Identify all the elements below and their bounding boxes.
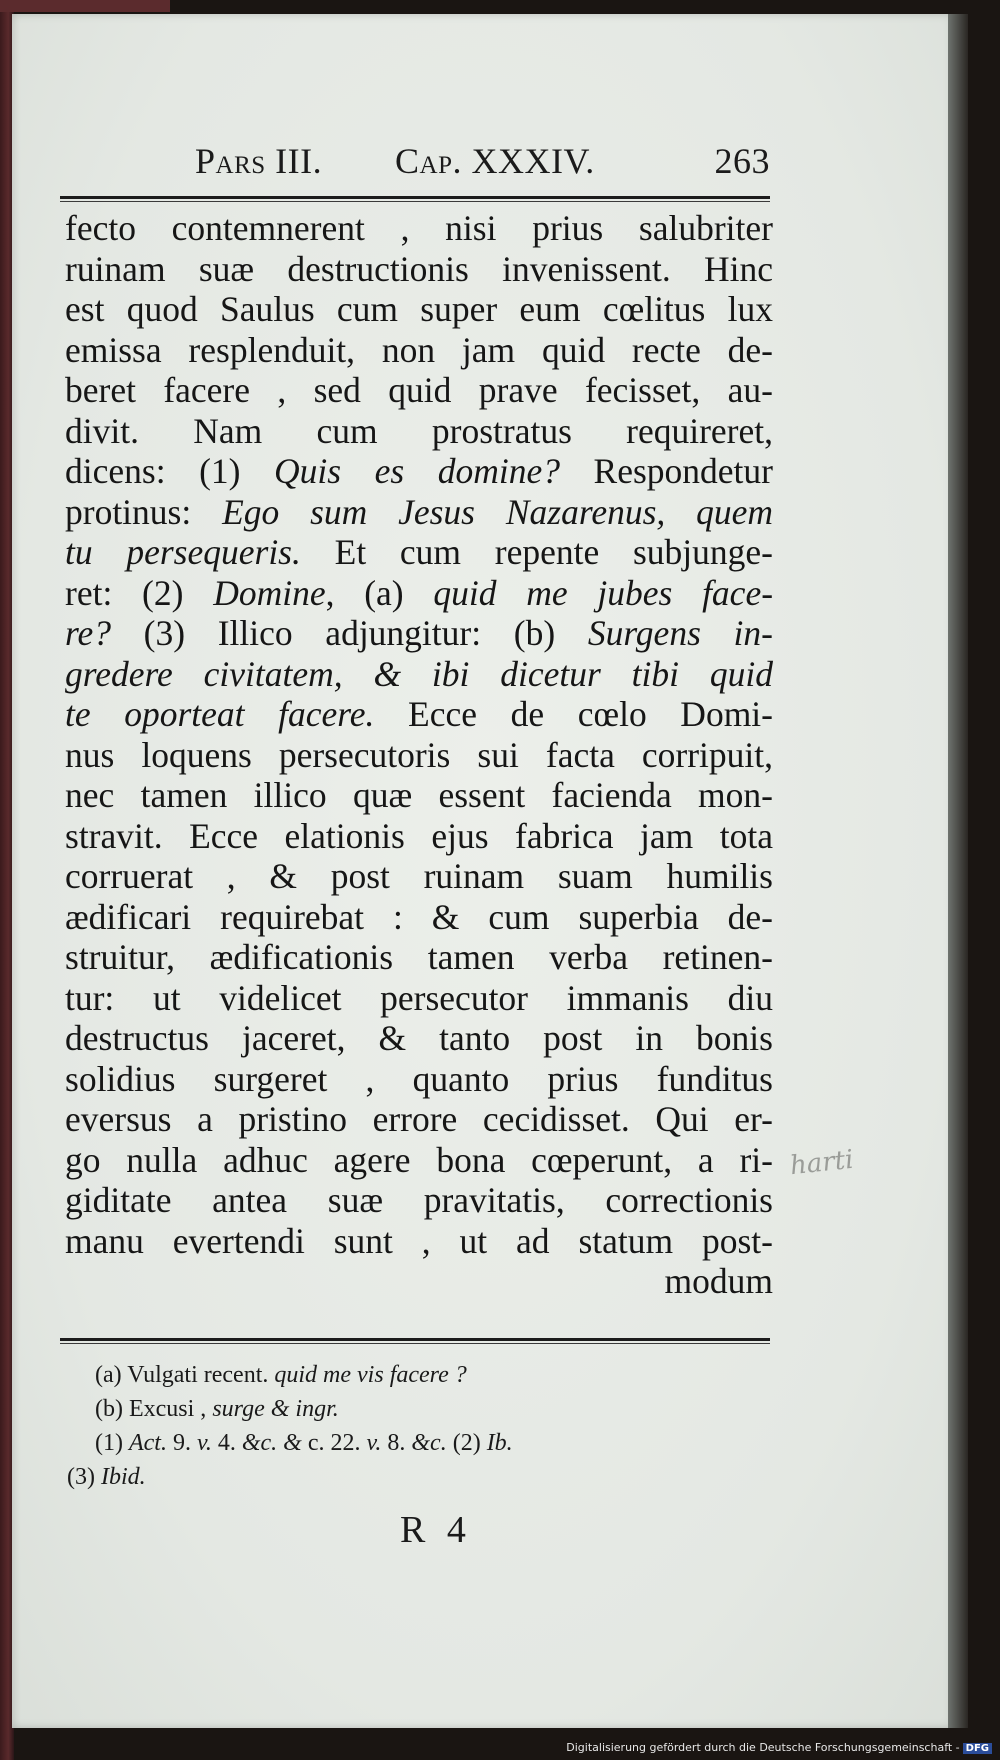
text-line-segment: tu persequeris.	[65, 532, 301, 572]
text-line-segment: dicens: (1)	[65, 451, 275, 491]
text-line	[65, 1180, 773, 1221]
text-line-segment: te oporteat facere.	[65, 694, 375, 734]
text-line	[65, 411, 773, 452]
footnote-line-segment: quid me vis facere ?	[274, 1362, 467, 1388]
running-head-part: Pars III.	[195, 141, 323, 181]
text-line	[65, 856, 773, 897]
footnote-line-segment: &c.	[411, 1430, 447, 1456]
text-line	[65, 1221, 773, 1262]
text-line-segment: stravit. Ecce elationis ejus fabrica jam tota	[65, 815, 773, 856]
signature-mark: R 4	[400, 1509, 472, 1551]
footnote-line-segment: &c. &	[241, 1430, 302, 1456]
running-head-chapter: Cap. XXXIV.	[395, 141, 595, 181]
text-line-segment: Quis es domine?	[274, 451, 560, 491]
text-line	[65, 330, 773, 371]
text-line-segment: manu evertendi sunt , ut ad statum post-	[65, 1220, 773, 1261]
text-line-segment: destructus jaceret, & tanto post in bonis	[65, 1018, 773, 1058]
text-line-segment: Ego sum Jesus Nazarenus, quem	[222, 491, 773, 532]
text-line-segment: est quod Saulus cum super eum cœlitus lux	[65, 289, 773, 329]
footnote-rule-thin	[60, 1343, 770, 1344]
footnote-line-segment: c. 22.	[301, 1430, 367, 1456]
text-line	[65, 532, 773, 573]
text-line	[65, 775, 773, 816]
text-line	[65, 573, 773, 614]
running-head	[195, 140, 770, 190]
text-line-segment: corruerat , & post ruinam suam humilis	[65, 856, 773, 896]
text-line-segment: Et cum repente subjunge-	[300, 532, 773, 572]
handwritten-margin-note: harti	[788, 1144, 855, 1182]
footnote-line-segment: v.	[196, 1430, 212, 1456]
text-line-segment: solidius surgeret , quanto prius funditus	[65, 1058, 773, 1099]
footnote-line-segment: 8.	[381, 1430, 412, 1456]
text-line-segment: divit. Nam cum prostratus requireret,	[65, 410, 773, 451]
footnote-line-segment: (b) Excusi ,	[95, 1396, 213, 1422]
text-line-segment: go nulla adhuc agere bona cœperunt, a ri-	[65, 1139, 773, 1180]
header-rule-thin	[60, 201, 770, 202]
text-line-segment: emissa resplenduit, non jam quid recte de-	[65, 329, 773, 370]
text-line	[65, 978, 773, 1019]
footnote-line	[67, 1460, 775, 1494]
footnote-line-segment: surge & ingr.	[212, 1396, 339, 1422]
text-line-segment: nus loquens persecutoris sui facta corripuit,	[65, 734, 773, 775]
dfg-logo-icon: DFG	[963, 1743, 992, 1754]
page-number: 263	[714, 141, 770, 181]
text-line-segment: nec tamen illico quæ essent facienda mon-	[65, 775, 773, 815]
text-line	[65, 1140, 773, 1181]
text-line	[65, 1018, 773, 1059]
text-line	[65, 654, 773, 695]
text-line	[65, 735, 773, 776]
text-line	[65, 613, 773, 654]
footnote-line-segment: (1)	[95, 1430, 129, 1456]
footnote-rule	[60, 1338, 770, 1341]
text-line	[65, 1059, 773, 1100]
footnotes-block	[67, 1358, 775, 1494]
footnote-line	[95, 1392, 775, 1426]
text-line	[65, 816, 773, 857]
text-line	[65, 451, 773, 492]
footnote-line-segment: (3)	[67, 1464, 101, 1490]
header-rule	[60, 196, 770, 199]
footnote-line-segment: Ib.	[486, 1430, 513, 1456]
footnote-line	[95, 1426, 775, 1460]
footnote-line-segment: v.	[366, 1430, 382, 1456]
catchword: modum	[664, 1261, 773, 1301]
text-line	[65, 289, 773, 330]
text-line-segment: (3) Illico adjungitur: (b)	[111, 613, 588, 653]
text-line-segment: giditate antea suæ pravitatis, correctionis	[65, 1180, 773, 1220]
text-line	[65, 492, 773, 533]
text-line-segment: tur: ut videlicet persecutor immanis diu	[65, 977, 773, 1018]
digitization-credit	[566, 1741, 992, 1754]
text-line-segment: Respondetur	[560, 451, 773, 491]
text-line	[65, 208, 773, 249]
text-line	[65, 694, 773, 735]
text-line-segment: Surgens in-	[587, 613, 773, 653]
text-line-segment: fecto contemnerent , nisi prius salubriter	[65, 208, 773, 248]
text-line-segment: Domine	[213, 572, 326, 613]
text-line-segment: quid me jubes face-	[433, 572, 774, 613]
text-line-segment: ret: (2)	[65, 572, 214, 613]
footnote-line-segment: 4.	[211, 1430, 242, 1456]
text-line	[65, 249, 773, 290]
text-line-segment: , (a)	[325, 572, 434, 613]
text-line	[65, 937, 773, 978]
footnote-line	[95, 1358, 775, 1392]
footnote-line-segment: 9.	[166, 1430, 197, 1456]
text-line-segment: beret facere , sed quid prave fecisset, au-	[65, 370, 773, 410]
main-text-block	[65, 208, 773, 1302]
text-line	[65, 897, 773, 938]
text-line-segment: gredere civitatem, & ibi dicetur tibi quid	[65, 653, 773, 694]
text-line-segment: Ecce de cœlo Domi-	[374, 694, 773, 734]
text-line	[65, 1099, 773, 1140]
footnote-line-segment: Act.	[128, 1430, 167, 1456]
text-line-segment: re?	[65, 613, 112, 653]
page-fore-edge	[948, 14, 968, 1728]
text-line-segment: ædificari requirebat : & cum superbia de-	[65, 896, 773, 937]
text-line-segment: struitur, ædificationis tamen verba retinen-	[65, 937, 773, 977]
book-cover-top-edge	[0, 0, 170, 12]
text-line-segment: eversus a pristino errore cecidisset. Qui er-	[65, 1099, 773, 1139]
footnote-line-segment: (a) Vulgati recent.	[95, 1362, 275, 1388]
text-line-segment: protinus:	[65, 491, 223, 532]
text-line	[65, 370, 773, 411]
text-line-segment: ruinam suæ destructionis invenissent. Hinc	[65, 248, 773, 289]
footnote-line-segment: Ibid.	[100, 1464, 146, 1490]
footnote-line-segment: (2)	[446, 1430, 487, 1456]
credit-text: Digitalisierung gefördert durch die Deutsche Forschungsgemeinschaft -	[566, 1741, 960, 1754]
